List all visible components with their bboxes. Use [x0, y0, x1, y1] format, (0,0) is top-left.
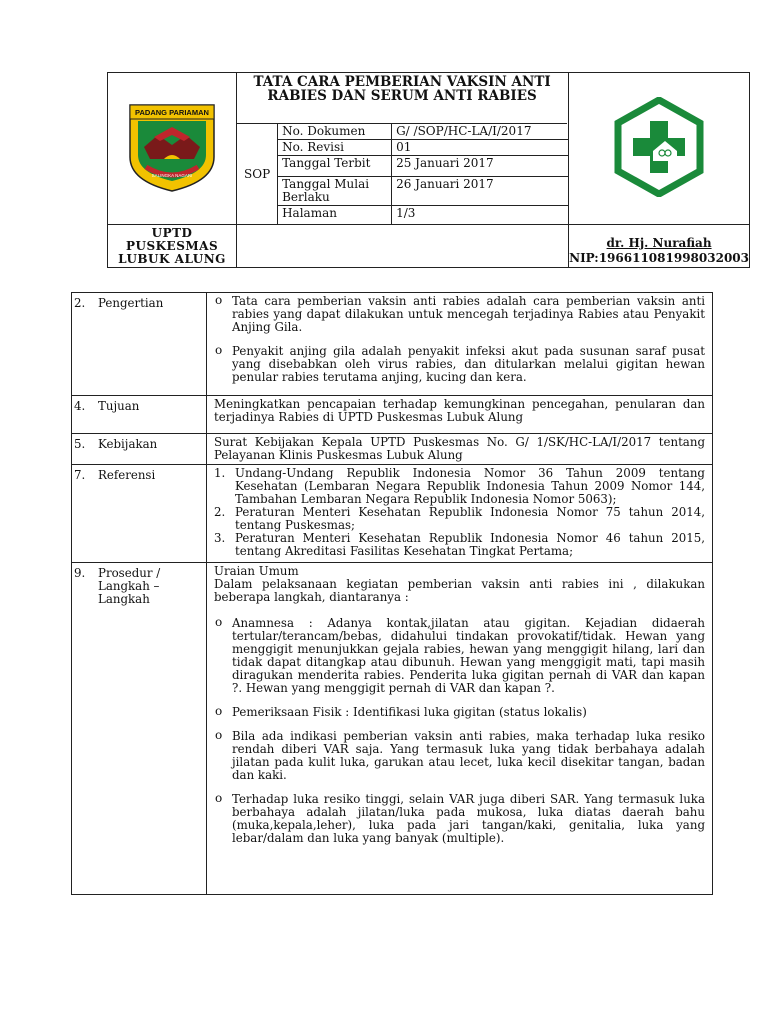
row-tujuan: [72, 396, 713, 434]
section-number: 9.: [74, 566, 86, 580]
section-content: Surat Kebijakan Kepala UPTD Puskesmas No. G/ 1/SK/HC-LA/I/2017 tentang Pelayanan Klinis Puskesmas Lubuk Alung: [207, 434, 713, 465]
section-label: [72, 396, 207, 434]
organization-name: UPTD PUSKESMAS LUBUK ALUNG: [108, 225, 237, 268]
list-item: o Pemeriksaan Fisik : Identifikasi luka gigitan (status lokalis): [214, 706, 705, 719]
empty-cell: [237, 225, 569, 268]
section-content: [207, 465, 713, 563]
section-title: Prosedur / Langkah – Langkah: [98, 566, 161, 606]
section-number: 7.: [74, 468, 86, 482]
section-title: Tujuan: [98, 399, 140, 413]
section-label: [72, 434, 207, 465]
row-pengertian: [72, 293, 713, 396]
list-item: o Penyakit anjing gila adalah penyakit infeksi akut pada susunan saraf pusat yang disebabkan oleh virus rabies, dan ditularkan melalui gigitan hewan penular rabies terutama anjing, kucing dan kera.: [214, 345, 705, 384]
procedure-intro: Dalam pelaksanaan kegiatan pemberian vaksin anti rabies ini , dilakukan beberapa langkah, diantaranya :: [214, 577, 705, 604]
item-text: Peraturan Menteri Kesehatan Republik Indonesia Nomor 46 tahun 2015, tentang Akreditasi Fasilitas Kesehatan Tingkat Pertama;: [235, 531, 705, 558]
emblem-title: PADANG PARIAMAN: [135, 108, 209, 117]
section-label: [72, 293, 207, 396]
district-logo-cell: [108, 73, 237, 225]
field-value: 01: [392, 140, 569, 156]
sop-content-table: [71, 292, 713, 895]
procedure-steps: [214, 617, 705, 845]
puskesmas-logo-cell: [569, 73, 750, 225]
section-number: 4.: [74, 399, 86, 413]
section-title: Referensi: [98, 468, 156, 482]
section-label: [72, 465, 207, 563]
field-label: Halaman: [278, 206, 392, 225]
procedure-heading: Uraian Umum: [214, 564, 299, 578]
list-item: o Anamnesa : Adanya kontak,jilatan atau gigitan. Kejadian didaerah tertular/terancam/bebas, didahului tindakan provokatif/tidak. Hewan yang menggigit menunjukkan gejala rabies, hewan yang menggigit hilang, lari dan tidak dapat ditangkap atau dibunuh. Hewan yang menggigit mati, tapi masih diragukan menderita rabies. Penderita luka gigitan pernah di VAR dan kapan ?. Hewan yang menggigit pernah di VAR dan kapan ?.: [214, 617, 705, 695]
row-kebijakan: [72, 434, 713, 465]
item-text: Undang-Undang Republik Indonesia Nomor 36 Tahun 2009 tentang Kesehatan (Lembaran Negara Republik Indonesia Tahun 2009 Nomor 144, Tambahan Lembaran Negara Republik Indonesia Nomor 5063);: [235, 466, 705, 506]
document-title: TATA CARA PEMBERIAN VAKSIN ANTI RABIES DAN SERUM ANTI RABIES: [237, 73, 567, 124]
definition-list: [214, 295, 705, 384]
field-value: 25 Januari 2017: [392, 156, 569, 177]
field-label: No. Dokumen: [278, 124, 392, 140]
item-text: Peraturan Menteri Kesehatan Republik Indonesia Nomor 75 tahun 2014, tentang Puskesmas;: [235, 505, 705, 532]
field-label: No. Revisi: [278, 140, 392, 156]
signer-name: dr. Hj. Nurafiah: [606, 235, 712, 250]
sop-label: SOP: [237, 124, 278, 224]
field-value: 26 Januari 2017: [392, 177, 569, 206]
document-fields: [278, 124, 568, 225]
list-item: o Bila ada indikasi pemberian vaksin anti rabies, maka terhadap luka resiko rendah diberi VAR saja. Yang termasuk luka yang tidak berbahaya adalah jilatan pada kulit luka, garukan atau lecet, luka kecil disekitar tangan, badan dan kaki.: [214, 730, 705, 782]
sop-header-table: [107, 72, 750, 268]
section-content: [207, 293, 713, 396]
section-label: [72, 563, 207, 895]
section-title: Pengertian: [98, 296, 164, 310]
row-referensi: [72, 465, 713, 563]
item-number: 3.: [214, 531, 226, 545]
field-label: Tanggal Mulai Berlaku: [278, 177, 392, 206]
section-title: Kebijakan: [98, 437, 158, 451]
section-number: 5.: [74, 437, 86, 451]
padang-pariaman-emblem-icon: [124, 99, 220, 195]
signature-block: [569, 225, 750, 268]
section-content: Meningkatkan pencapaian terhadap kemungkinan pencegahan, penularan dan terjadinya Rabies di UPTD Puskesmas Lubuk Alung: [207, 396, 713, 434]
list-item: [214, 467, 705, 506]
section-number: 2.: [74, 296, 86, 310]
signer-nip: NIP:196611081998032003: [569, 250, 749, 265]
list-item: [214, 506, 705, 532]
emblem-motto: SALINGKA NAGARI: [151, 173, 193, 178]
section-content: [207, 563, 713, 895]
item-number: 2.: [214, 505, 226, 519]
row-prosedur: [72, 563, 713, 895]
reference-list: [214, 467, 705, 558]
list-item: [214, 532, 705, 558]
list-item: o Terhadap luka resiko tinggi, selain VAR juga diberi SAR. Yang termasuk luka berbahaya adalah jilatan/luka pada mukosa, luka diatas daerah bahu (muka,kepala,leher), luka pada jari tangan/kaki, genitalia, luka yang lebar/dalam dan luka yang banyak (multiple).: [214, 793, 705, 845]
field-value: G/ /SOP/HC-LA/I/2017: [392, 124, 569, 140]
field-value: 1/3: [392, 206, 569, 225]
puskesmas-cross-logo-icon: [609, 97, 709, 197]
list-item: o Tata cara pemberian vaksin anti rabies adalah cara pemberian vaksin anti rabies yang dapat dilakukan untuk mencegah terjadinya Rabies atau Penyakit Anjing Gila.: [214, 295, 705, 334]
item-number: 1.: [214, 466, 226, 480]
field-label: Tanggal Terbit: [278, 156, 392, 177]
title-and-fields-cell: [237, 73, 569, 225]
